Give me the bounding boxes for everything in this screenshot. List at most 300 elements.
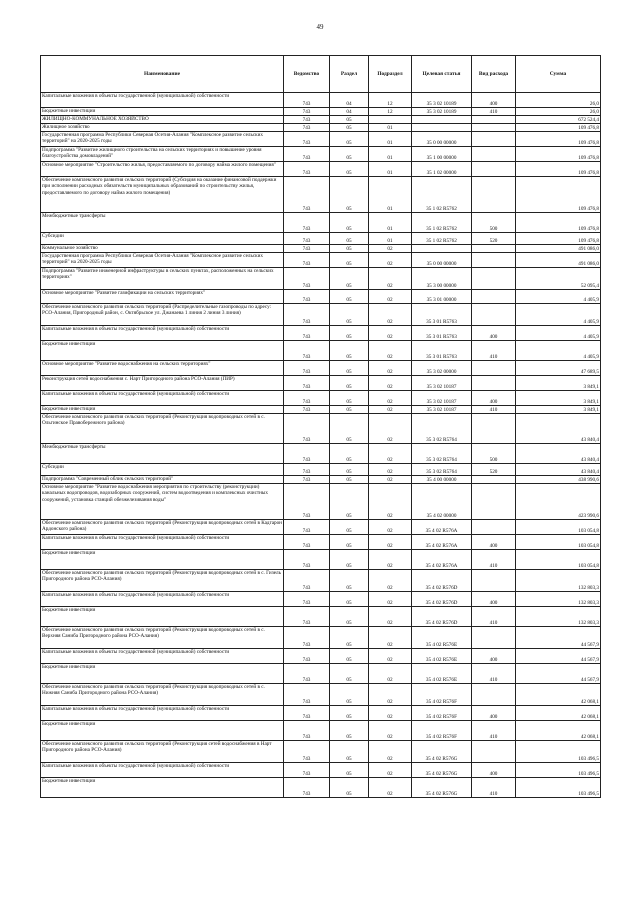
- cell-ministry: 743: [284, 607, 330, 627]
- cell-subsection: 02: [369, 476, 412, 484]
- cell-section: 05: [330, 592, 369, 607]
- cell-target-item: 35 4 02 R576G: [412, 778, 472, 798]
- cell-amount: 109 476,8: [516, 124, 601, 132]
- cell-section: 05: [330, 778, 369, 798]
- cell-expense-type: [472, 476, 516, 484]
- cell-subsection: 02: [369, 649, 412, 664]
- cell-name: Обеспечение комплексного развития сельских территорий (Реконструкция водопроводных сетей в с. Нижняя Саниба Пригородного района РСО-Алания): [41, 684, 284, 706]
- cell-expense-type: 410: [472, 341, 516, 361]
- cell-amount: 423 990,6: [516, 484, 601, 520]
- cell-ministry: 743: [284, 391, 330, 406]
- cell-subsection: 02: [369, 376, 412, 391]
- cell-target-item: 35 3 01 R5763: [412, 341, 472, 361]
- cell-name: Основное мероприятие "Развитие газификации на сельских территориях": [41, 290, 284, 304]
- cell-expense-type: 400: [472, 93, 516, 108]
- cell-amount: 109 476,8: [516, 213, 601, 233]
- table-row: [41, 592, 601, 607]
- cell-amount: 491 086,0: [516, 253, 601, 268]
- cell-ministry: 743: [284, 213, 330, 233]
- cell-amount: 103 496,5: [516, 741, 601, 763]
- cell-ministry: 743: [284, 268, 330, 290]
- table-row: [41, 649, 601, 664]
- cell-target-item: [412, 245, 472, 253]
- cell-expense-type: 410: [472, 778, 516, 798]
- cell-amount: 43 840,4: [516, 464, 601, 476]
- cell-name: Обеспечение комплексного развития сельских территорий (Реконструкция водопроводных сетей в с. Гизель Пригородного района РСО-Алания): [41, 570, 284, 592]
- cell-expense-type: [472, 484, 516, 520]
- cell-name: Капитальные вложения в объекты государственной (муниципальной) собственности: [41, 763, 284, 778]
- cell-section: 05: [330, 535, 369, 550]
- cell-expense-type: [472, 177, 516, 213]
- cell-target-item: 35 4 02 R576G: [412, 741, 472, 763]
- cell-section: 05: [330, 361, 369, 376]
- cell-ministry: 743: [284, 706, 330, 721]
- cell-expense-type: 410: [472, 406, 516, 414]
- cell-expense-type: 400: [472, 391, 516, 406]
- table-row: [41, 706, 601, 721]
- cell-subsection: 02: [369, 464, 412, 476]
- cell-ministry: 743: [284, 444, 330, 464]
- cell-section: 05: [330, 484, 369, 520]
- cell-amount: 438 990,6: [516, 476, 601, 484]
- cell-subsection: 02: [369, 304, 412, 326]
- cell-ministry: 743: [284, 535, 330, 550]
- cell-subsection: 02: [369, 570, 412, 592]
- cell-expense-type: 410: [472, 108, 516, 116]
- cell-ministry: 743: [284, 177, 330, 213]
- cell-section: 05: [330, 721, 369, 741]
- cell-name: Обеспечение комплексного развития сельских территорий (Реконструкция водопроводных сетей в Кадгарон Ардонского района): [41, 520, 284, 535]
- cell-section: 05: [330, 741, 369, 763]
- cell-section: 04: [330, 93, 369, 108]
- cell-target-item: 35 4 02 R576A: [412, 520, 472, 535]
- cell-section: 05: [330, 406, 369, 414]
- table-header-row: [41, 56, 601, 93]
- cell-amount: 52 095,4: [516, 268, 601, 290]
- cell-name: Капитальные вложения в объекты государственной (муниципальной) собственности: [41, 391, 284, 406]
- cell-name: Обеспечение комплексного развития сельских территорий (Реконструкция сетей водоснабжения в Нарт Пригородного района РСО-Алания): [41, 741, 284, 763]
- cell-name: Межбюджетные трансферты: [41, 213, 284, 233]
- cell-section: 05: [330, 570, 369, 592]
- cell-expense-type: [472, 361, 516, 376]
- cell-section: 05: [330, 304, 369, 326]
- cell-section: 05: [330, 763, 369, 778]
- cell-ministry: 743: [284, 763, 330, 778]
- cell-subsection: 02: [369, 706, 412, 721]
- cell-subsection: 12: [369, 108, 412, 116]
- cell-ministry: 743: [284, 649, 330, 664]
- cell-expense-type: [472, 627, 516, 649]
- cell-subsection: 02: [369, 684, 412, 706]
- cell-ministry: 743: [284, 132, 330, 147]
- cell-target-item: 35 4 02 R576E: [412, 664, 472, 684]
- cell-expense-type: 500: [472, 444, 516, 464]
- cell-section: 05: [330, 550, 369, 570]
- cell-amount: 132 803,3: [516, 592, 601, 607]
- page-number: 49: [316, 23, 324, 31]
- table-row: [41, 721, 601, 741]
- cell-amount: 109 476,8: [516, 233, 601, 245]
- table-row: [41, 406, 601, 414]
- cell-subsection: 02: [369, 550, 412, 570]
- cell-expense-type: 520: [472, 233, 516, 245]
- budget-table: [40, 55, 601, 798]
- cell-target-item: 35 3 02 10189: [412, 108, 472, 116]
- cell-target-item: 35 4 02 00000: [412, 484, 472, 520]
- cell-subsection: 02: [369, 253, 412, 268]
- cell-section: 05: [330, 627, 369, 649]
- cell-expense-type: [472, 414, 516, 444]
- cell-name: Реконструкция сетей водоснабжения с. Нарт Пригородного района РСО-Алания (ПИР): [41, 376, 284, 391]
- cell-subsection: 01: [369, 132, 412, 147]
- table-row: [41, 570, 601, 592]
- cell-name: Капитальные вложения в объекты государственной (муниципальной) собственности: [41, 706, 284, 721]
- cell-target-item: 35 3 01 R5763: [412, 326, 472, 341]
- cell-expense-type: [472, 253, 516, 268]
- table-body: [41, 93, 601, 798]
- cell-name: Межбюджетные трансферты: [41, 444, 284, 464]
- cell-ministry: 743: [284, 116, 330, 124]
- cell-amount: 109 476,8: [516, 177, 601, 213]
- cell-section: 05: [330, 341, 369, 361]
- cell-amount: 103 496,5: [516, 763, 601, 778]
- cell-target-item: 35 3 01 00000: [412, 290, 472, 304]
- cell-section: 04: [330, 108, 369, 116]
- cell-name: Обеспечение комплексного развития сельских территорий (Субсидия на оказание финансовой поддержки при исполнении расходных обязательств муниципальных образований по строительству жилья, предоставляемого по договору найма жилого помещения): [41, 177, 284, 213]
- cell-name: Капитальные вложения в объекты государственной (муниципальной) собственности: [41, 649, 284, 664]
- cell-amount: 26,0: [516, 93, 601, 108]
- cell-subsection: 02: [369, 627, 412, 649]
- table-row: [41, 741, 601, 763]
- cell-expense-type: [472, 376, 516, 391]
- cell-ministry: 743: [284, 162, 330, 177]
- table-row: [41, 326, 601, 341]
- cell-target-item: 35 3 02 10187: [412, 376, 472, 391]
- cell-name: Государственная программа Республики Северная Осетия-Алания "Комплексное развитие сельских территорий" на 2020-2025 годы: [41, 253, 284, 268]
- cell-name: Бюджетные инвестиции: [41, 341, 284, 361]
- cell-section: 05: [330, 391, 369, 406]
- cell-target-item: 35 0 00 00000: [412, 253, 472, 268]
- cell-ministry: 743: [284, 476, 330, 484]
- table-row: [41, 177, 601, 213]
- cell-section: 05: [330, 290, 369, 304]
- cell-subsection: 02: [369, 535, 412, 550]
- table-row: [41, 132, 601, 147]
- cell-target-item: 35 3 02 10187: [412, 391, 472, 406]
- cell-expense-type: 410: [472, 550, 516, 570]
- table-row: [41, 124, 601, 132]
- cell-amount: 42 068,1: [516, 684, 601, 706]
- cell-amount: 3 849,1: [516, 376, 601, 391]
- cell-expense-type: 400: [472, 535, 516, 550]
- cell-ministry: 743: [284, 570, 330, 592]
- cell-target-item: 35 4 02 R576A: [412, 535, 472, 550]
- cell-section: 05: [330, 177, 369, 213]
- cell-subsection: 01: [369, 177, 412, 213]
- cell-ministry: 743: [284, 721, 330, 741]
- cell-ministry: 743: [284, 304, 330, 326]
- cell-section: 05: [330, 706, 369, 721]
- cell-expense-type: [472, 116, 516, 124]
- cell-section: 05: [330, 245, 369, 253]
- cell-target-item: 35 3 02 R5764: [412, 414, 472, 444]
- cell-ministry: 743: [284, 664, 330, 684]
- cell-amount: 103 054,8: [516, 520, 601, 535]
- cell-subsection: 12: [369, 93, 412, 108]
- cell-subsection: 02: [369, 391, 412, 406]
- cell-name: Бюджетные инвестиции: [41, 778, 284, 798]
- cell-ministry: 743: [284, 361, 330, 376]
- cell-section: 05: [330, 213, 369, 233]
- header-amount: Сумма: [516, 56, 601, 93]
- cell-section: 05: [330, 233, 369, 245]
- cell-name: Бюджетные инвестиции: [41, 607, 284, 627]
- header-subsection: Подраздел: [369, 56, 412, 93]
- cell-target-item: 35 1 02 R5762: [412, 177, 472, 213]
- header-section: Раздел: [330, 56, 369, 93]
- cell-subsection: 02: [369, 326, 412, 341]
- cell-expense-type: 520: [472, 464, 516, 476]
- cell-ministry: 743: [284, 520, 330, 535]
- cell-amount: 4 405,9: [516, 341, 601, 361]
- cell-ministry: 743: [284, 93, 330, 108]
- cell-ministry: 743: [284, 741, 330, 763]
- cell-ministry: 743: [284, 464, 330, 476]
- cell-amount: 42 068,1: [516, 721, 601, 741]
- cell-section: 05: [330, 132, 369, 147]
- cell-ministry: 743: [284, 108, 330, 116]
- cell-target-item: 35 3 00 00000: [412, 268, 472, 290]
- cell-section: 05: [330, 326, 369, 341]
- cell-ministry: 743: [284, 376, 330, 391]
- cell-amount: 43 840,4: [516, 414, 601, 444]
- table-row: [41, 464, 601, 476]
- cell-name: Бюджетные инвестиции: [41, 108, 284, 116]
- cell-name: Субсидии: [41, 464, 284, 476]
- cell-section: 05: [330, 464, 369, 476]
- cell-subsection: 02: [369, 444, 412, 464]
- table-row: [41, 391, 601, 406]
- cell-section: 05: [330, 116, 369, 124]
- cell-subsection: 01: [369, 213, 412, 233]
- cell-ministry: 743: [284, 253, 330, 268]
- cell-name: ЖИЛИЩНО-КОММУНАЛЬНОЕ ХОЗЯЙСТВО: [41, 116, 284, 124]
- cell-ministry: 743: [284, 326, 330, 341]
- cell-amount: 109 476,8: [516, 162, 601, 177]
- cell-section: 05: [330, 607, 369, 627]
- cell-name: Бюджетные инвестиции: [41, 721, 284, 741]
- cell-target-item: 35 4 00 00000: [412, 476, 472, 484]
- cell-amount: 26,0: [516, 108, 601, 116]
- table-row: [41, 763, 601, 778]
- cell-amount: 44 567,9: [516, 649, 601, 664]
- cell-subsection: 02: [369, 361, 412, 376]
- table-row: [41, 290, 601, 304]
- cell-subsection: 02: [369, 341, 412, 361]
- table-row: [41, 484, 601, 520]
- cell-subsection: 02: [369, 607, 412, 627]
- cell-name: Субсидии: [41, 233, 284, 245]
- cell-subsection: 02: [369, 721, 412, 741]
- cell-expense-type: [472, 132, 516, 147]
- cell-ministry: 743: [284, 627, 330, 649]
- cell-expense-type: 410: [472, 721, 516, 741]
- cell-target-item: 35 4 02 R576F: [412, 706, 472, 721]
- cell-expense-type: 410: [472, 607, 516, 627]
- cell-expense-type: [472, 570, 516, 592]
- table-row: [41, 476, 601, 484]
- table-row: [41, 607, 601, 627]
- table-row: [41, 684, 601, 706]
- cell-target-item: 35 3 02 R5764: [412, 444, 472, 464]
- cell-expense-type: [472, 124, 516, 132]
- cell-amount: 4 405,9: [516, 290, 601, 304]
- cell-target-item: 35 4 02 R576E: [412, 649, 472, 664]
- cell-subsection: 02: [369, 763, 412, 778]
- cell-section: 05: [330, 147, 369, 162]
- header-expense-type: Вид расхода: [472, 56, 516, 93]
- cell-target-item: 35 4 02 R576F: [412, 684, 472, 706]
- cell-name: Коммунальное хозяйство: [41, 245, 284, 253]
- table-row: [41, 550, 601, 570]
- cell-target-item: 35 1 02 00000: [412, 162, 472, 177]
- cell-expense-type: 400: [472, 763, 516, 778]
- cell-name: Капитальные вложения в объекты государственной (муниципальной) собственности: [41, 535, 284, 550]
- cell-name: Подпрограмма "Развитие жилищного строительства на сельских территориях и повышение уровня благоустройства домовладений": [41, 147, 284, 162]
- cell-ministry: 743: [284, 147, 330, 162]
- cell-subsection: 02: [369, 592, 412, 607]
- cell-target-item: 35 3 02 R5764: [412, 464, 472, 476]
- cell-name: Государственная программа Республики Северная Осетия-Алания "Комплексное развитие сельских территорий" на 2020-2025 годы: [41, 132, 284, 147]
- cell-name: Бюджетные инвестиции: [41, 550, 284, 570]
- cell-ministry: 743: [284, 592, 330, 607]
- cell-expense-type: [472, 268, 516, 290]
- table-row: [41, 376, 601, 391]
- table-row: [41, 245, 601, 253]
- cell-target-item: 35 4 02 R576E: [412, 627, 472, 649]
- cell-target-item: 35 4 02 R576D: [412, 607, 472, 627]
- cell-ministry: 743: [284, 406, 330, 414]
- cell-subsection: 01: [369, 124, 412, 132]
- cell-expense-type: 400: [472, 592, 516, 607]
- table-row: [41, 341, 601, 361]
- cell-target-item: 35 3 02 10187: [412, 406, 472, 414]
- cell-ministry: 743: [284, 778, 330, 798]
- cell-subsection: 02: [369, 414, 412, 444]
- cell-name: Основное мероприятие "Развитие водоснабжения на сельских территориях": [41, 361, 284, 376]
- cell-name: Подпрограмма "Современный облик сельских территорий": [41, 476, 284, 484]
- cell-subsection: 02: [369, 664, 412, 684]
- cell-section: 05: [330, 444, 369, 464]
- cell-expense-type: [472, 290, 516, 304]
- cell-subsection: 01: [369, 162, 412, 177]
- table-row: [41, 147, 601, 162]
- cell-target-item: 35 0 00 00000: [412, 132, 472, 147]
- cell-subsection: 02: [369, 245, 412, 253]
- cell-expense-type: 400: [472, 649, 516, 664]
- cell-name: Капитальные вложения в объекты государственной (муниципальной) собственности: [41, 592, 284, 607]
- cell-amount: 103 054,8: [516, 535, 601, 550]
- cell-target-item: 35 3 01 R5763: [412, 304, 472, 326]
- cell-subsection: 02: [369, 290, 412, 304]
- cell-target-item: 35 1 00 00000: [412, 147, 472, 162]
- cell-expense-type: [472, 520, 516, 535]
- cell-name: Обеспечение комплексного развития сельских территорий (Реконструкция водопроводных сетей в с. Верхняя Саниба Пригородного района РСО-Алания): [41, 627, 284, 649]
- cell-target-item: 35 4 02 R576F: [412, 721, 472, 741]
- cell-ministry: 743: [284, 124, 330, 132]
- cell-subsection: 02: [369, 484, 412, 520]
- table-row: [41, 93, 601, 108]
- cell-name: Подпрограмма "Развитие инженерной инфраструктуры в сельских пунктах, расположенных на сельских территориях": [41, 268, 284, 290]
- cell-expense-type: [472, 741, 516, 763]
- cell-section: 05: [330, 376, 369, 391]
- cell-target-item: 35 1 02 R5762: [412, 213, 472, 233]
- table-row: [41, 778, 601, 798]
- cell-subsection: 02: [369, 406, 412, 414]
- cell-section: 05: [330, 664, 369, 684]
- cell-amount: 132 803,3: [516, 607, 601, 627]
- header-target-item: Целевая статья: [412, 56, 472, 93]
- cell-section: 05: [330, 124, 369, 132]
- cell-amount: 3 849,1: [516, 406, 601, 414]
- cell-subsection: 02: [369, 520, 412, 535]
- cell-expense-type: [472, 162, 516, 177]
- table-row: [41, 535, 601, 550]
- cell-section: 05: [330, 162, 369, 177]
- cell-amount: 109 476,8: [516, 132, 601, 147]
- cell-ministry: 743: [284, 290, 330, 304]
- cell-target-item: [412, 116, 472, 124]
- cell-expense-type: [472, 304, 516, 326]
- cell-subsection: 01: [369, 233, 412, 245]
- cell-expense-type: 400: [472, 326, 516, 341]
- cell-name: Обеспечение комплексного развития сельских территорий (Реконструкция водопроводных сетей в с. Ольгинское Правобережного района): [41, 414, 284, 444]
- cell-name: Жилищное хозяйство: [41, 124, 284, 132]
- cell-target-item: 35 1 02 R5762: [412, 233, 472, 245]
- cell-amount: 491 086,0: [516, 245, 601, 253]
- table-row: [41, 627, 601, 649]
- table-row: [41, 414, 601, 444]
- cell-name: Бюджетные инвестиции: [41, 406, 284, 414]
- cell-section: 05: [330, 268, 369, 290]
- cell-name: Бюджетные инвестиции: [41, 664, 284, 684]
- cell-name: Обеспечение комплексного развития сельских территорий (Распределительные газопроводы по адресу: РСО-Алания, Пригородный район, с. Октябрьское ул. Джанаева 1 линия 2 линия 3 линия): [41, 304, 284, 326]
- cell-amount: 42 068,1: [516, 706, 601, 721]
- cell-ministry: 743: [284, 245, 330, 253]
- header-ministry: Ведомство: [284, 56, 330, 93]
- table-row: [41, 268, 601, 290]
- cell-expense-type: [472, 684, 516, 706]
- cell-amount: 44 567,9: [516, 664, 601, 684]
- cell-ministry: 743: [284, 341, 330, 361]
- cell-name: Капитальные вложения в объекты государственной (муниципальной) собственности: [41, 326, 284, 341]
- cell-name: Основное мероприятие "Развитие водоснабжения мероприятия по строительству (реконструкции) канальных водопроводов, водозаборных сооружений, систем водоотведения и комплексных очистных сооружений, установка станций обезжелезивания воды": [41, 484, 284, 520]
- table-row: [41, 520, 601, 535]
- cell-section: 05: [330, 253, 369, 268]
- header-name: Наименование: [41, 56, 284, 93]
- cell-expense-type: 400: [472, 706, 516, 721]
- cell-amount: 43 840,4: [516, 444, 601, 464]
- cell-expense-type: [472, 147, 516, 162]
- cell-subsection: 02: [369, 778, 412, 798]
- cell-section: 05: [330, 414, 369, 444]
- cell-amount: 3 849,1: [516, 391, 601, 406]
- cell-section: 05: [330, 649, 369, 664]
- cell-subsection: 01: [369, 147, 412, 162]
- cell-subsection: 02: [369, 741, 412, 763]
- cell-target-item: 35 4 02 R576D: [412, 592, 472, 607]
- table-row: [41, 664, 601, 684]
